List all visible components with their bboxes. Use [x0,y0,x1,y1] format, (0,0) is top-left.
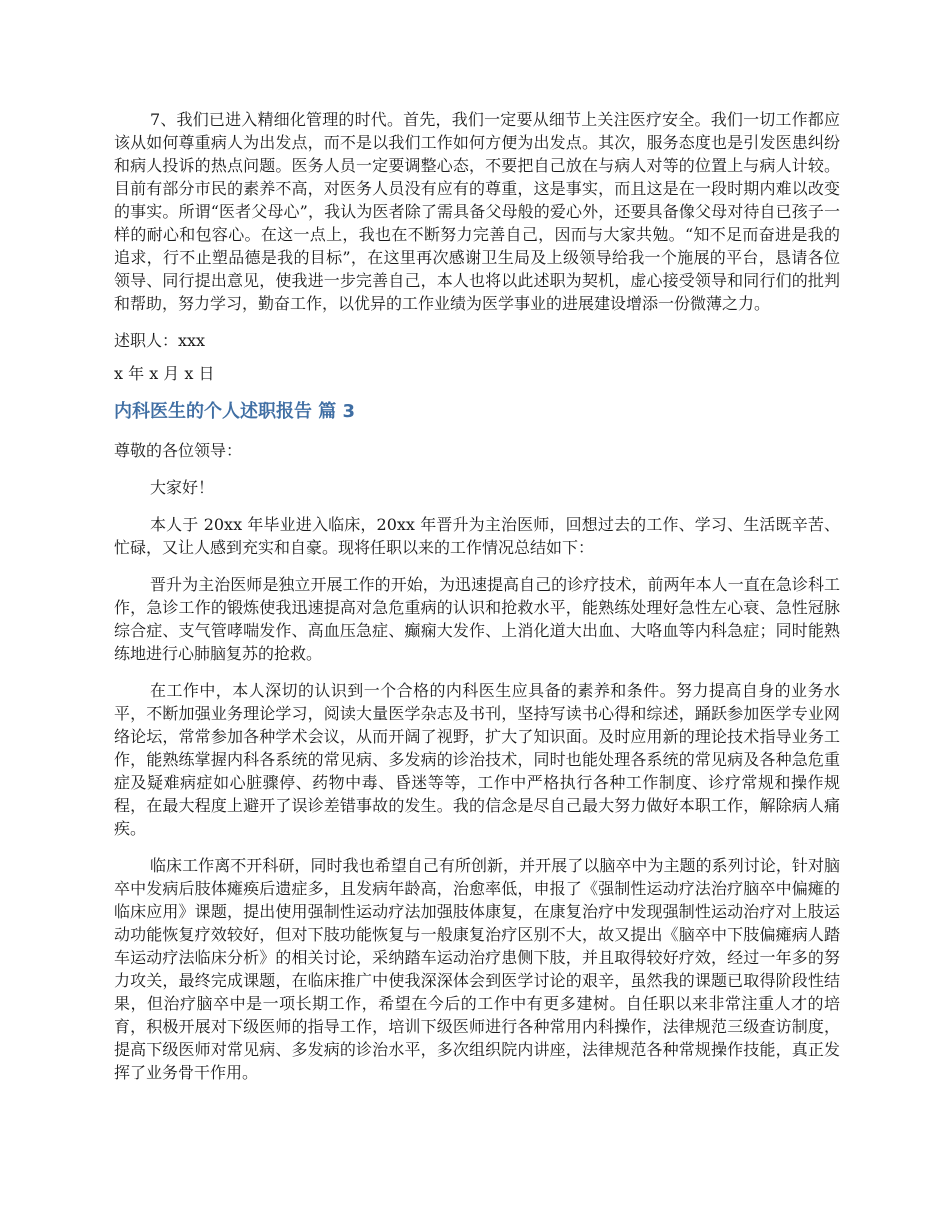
body-paragraph: 晋升为主治医师是独立开展工作的开始，为迅速提高自己的诊疗技术，前两年本人一直在急诊科工作，急诊工作的锻炼使我迅速提高对急危重病的认识和抢救水平，能熟练处理好急性左心衰、急性冠脉综合症、支气管哮喘发作、高血压急症、癫痫大发作、上消化道大出血、大咯血等内科急症；同时能熟练地进行心肺脑复苏的抢救。 [114,575,840,663]
section-heading: 内科医生的个人述职报告 篇 3 [114,401,356,422]
greeting: 大家好！ [150,478,215,497]
date-line: x 年 x 月 x 日 [114,364,215,383]
body-paragraph: 在工作中，本人深切的认识到一个合格的内科医生应具备的素养和条件。努力提高自身的业务水平，不断加强业务理论学习，阅读大量医学杂志及书刊，坚持写读书心得和综述，踊跃参加医学专业网络论坛，常常参加各种学术会议，从而开阔了视野，扩大了知识面。及时应用新的理论技术指导业务工作，能熟练掌握内科各系统的常见病、多发病的诊治技术，同时也能处理各系统的常见病及各种急危重症及疑难病症如心脏骤停、药物中毒、昏迷等等，工作中严格执行各种工作制度、诊疗常规和操作规程，在最大程度上避开了误诊差错事故的发生。我的信念是尽自己最大努力做好本职工作，解除病人痛疾。 [114,681,840,838]
document-page [114,108,840,1098]
body-paragraph: 本人于 20xx 年毕业进入临床，20xx 年晋升为主治医师，回想过去的工作、学习、生活既辛苦、忙碌，又让人感到充实和自豪。现将任职以来的工作情况总结如下： [114,515,840,557]
body-paragraph: 临床工作离不开科研，同时我也希望自己有所创新，并开展了以脑卒中为主题的系列讨论，针对脑卒中发病后肢体瘫痪后遗症多，且发病年龄高，治愈率低，申报了《强制性运动疗法治疗脑卒中偏瘫的临床应用》课题，提出使用强制性运动疗法加强肢体康复，在康复治疗中发现强制性运动治疗对上肢运动功能恢复疗效较好，但对下肢功能恢复与一般康复治疗区别不大，故又提出《脑卒中下肢偏瘫病人踏车运动疗法临床分析》的相关讨论，采纳踏车运动治疗患侧下肢，并且取得较好疗效，经过一年多的努力攻关，最终完成课题，在临床推广中使我深深体会到医学讨论的艰辛，虽然我的课题已取得阶段性结果，但治疗脑卒中是一项长期工作，希望在今后的工作中有更多建树。自任职以来非常注重人才的培育，积极开展对下级医师的指导工作，培训下级医师进行各种常用内科操作，法律规范三级查访制度，提高下级医师对常见病、多发病的诊治水平，多次组织院内讲座，法律规范各种常规操作技能，真正发挥了业务骨干作用。 [114,856,840,1082]
paragraph-7: 7、我们已进入精细化管理的时代。首先，我们一定要从细节上关注医疗安全。我们一切工作都应该从如何尊重病人为出发点，而不是以我们工作如何方便为出发点。其次，服务态度也是引发医患纠纷和病人投诉的热点问题。医务人员一定要调整心态，不要把自己放在与病人对等的位置上与病人计较。目前有部分市民的素养不高，对医务人员没有应有的尊重，这是事实，而且这是在一段时期内难以改变的事实。所谓“医者父母心”，我认为医者除了需具备父母般的爱心外，还要具备像父母对待自已孩子一样的耐心和包容心。在这一点上，我也在不断努力完善自己，因而与大家共勉。“知不足而奋进是我的追求，行不止塑品德是我的目标”，在这里再次感谢卫生局及上级领导给我一个施展的平台，恳请各位领导、同行提出意见，使我进一步完善自己，本人也将以此述职为契机，虚心接受领导和同行们的批判和帮助，努力学习，勤奋工作，以优异的工作业绩为医学事业的进展建设增添一份微薄之力。 [114,110,840,313]
salutation: 尊敬的各位领导： [114,441,243,460]
signature-line: 述职人：xxx [114,331,206,350]
